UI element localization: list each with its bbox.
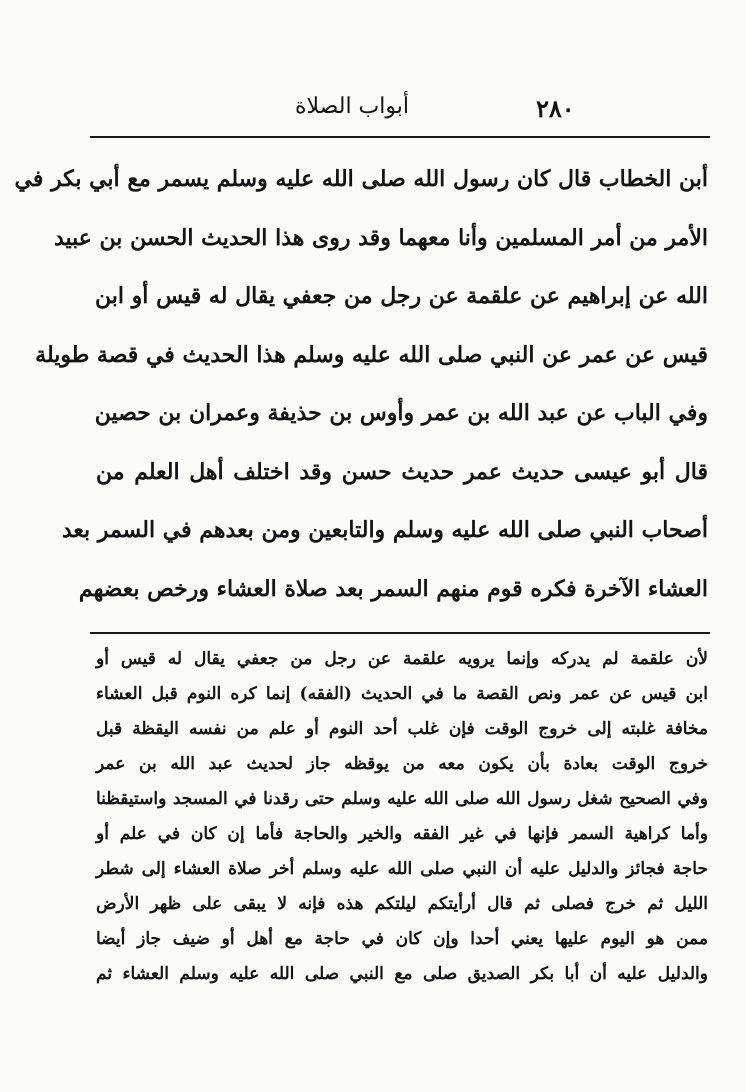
commentary-rule: [90, 632, 710, 634]
main-text-line: قيس عن عمر عن النبي صلى الله عليه وسلم هذا الحديث في قصة طويلة: [35, 341, 708, 368]
main-text-line: وفي الباب عن عبد الله بن عمر وأوس بن حذيفة وعمران بن حصين: [94, 400, 708, 426]
main-text-block: [14, 150, 708, 618]
commentary-line: والدليل عليه أن أبا بكر الصديق صلى مع النبي صلى الله عليه وسلم العشاء ثم: [96, 964, 708, 984]
running-title: أبواب الصلاة: [295, 94, 409, 119]
main-text-line: العشاء الآخرة فكره قوم منهم السمر بعد صلاة العشاء ورخص بعضهم: [78, 575, 708, 602]
commentary-line: مخافة غلبته إلى خروج الوقت فإن غلب أحد النوم أو علم من نفسه اليقظة قبل: [96, 719, 708, 739]
commentary-line: وفي الصحيح شغل رسول الله صلى الله عليه وسلم حتى رقدنا في المسجد واستيقظنا: [96, 789, 708, 809]
commentary-line: ممن هو اليوم عليها يعني أحدا وإن كان في حاجة مع أهل أو ضيف جاز أيضا: [96, 929, 708, 949]
commentary-line: وأما كراهية السمر فإنها في غير الفقه والخير والحاجة فأما إن كان في علم أو: [96, 824, 708, 844]
commentary-line: حاجة فجائز والدليل عليه أن النبي صلى الله عليه وسلم أخر صلاة العشاء إلى شطر: [96, 859, 708, 879]
page-number: ٢٨٠: [536, 94, 575, 123]
commentary-line: لأن علقمة لم يدركه وإنما يرويه علقمة عن رجل من جعفي يقال له قيس أو: [96, 649, 708, 669]
commentary-line: خروج الوقت بعادة بأن يكون معه من يوقظه جاز لحديث عبد الله بن عمر: [96, 754, 708, 774]
main-text-line: الأمر من أمر المسلمين وأنا معهما وقد روى هذا الحديث الحسن بن عبيد: [53, 224, 708, 251]
main-text-line: أصحاب النبي صلى الله عليه وسلم والتابعين ومن بعدهم في السمر بعد: [61, 517, 708, 543]
commentary-line: الليل ثم خرج فصلى ثم قال أرأيتكم ليلتكم هذه فإنه لا يبقى على ظهر الأرض: [96, 894, 708, 914]
commentary-block: [96, 642, 708, 992]
main-text-line: الله عن إبراهيم عن علقمة عن رجل من جعفي يقال له قيس أو ابن: [95, 283, 708, 309]
main-text-line: قال أبو عيسى حديث عمر حديث حسن وقد اختلف أهل العلم من: [96, 458, 708, 485]
main-text-line: أبن الخطاب قال كان رسول الله صلى الله عليه وسلم يسمر مع أبي بكر في: [14, 166, 708, 192]
commentary-line: ابن قيس عن عمر ونص القصة ما في الحديث (الفقه) إنما كره النوم قبل العشاء: [96, 684, 708, 704]
header-rule: [90, 136, 710, 138]
